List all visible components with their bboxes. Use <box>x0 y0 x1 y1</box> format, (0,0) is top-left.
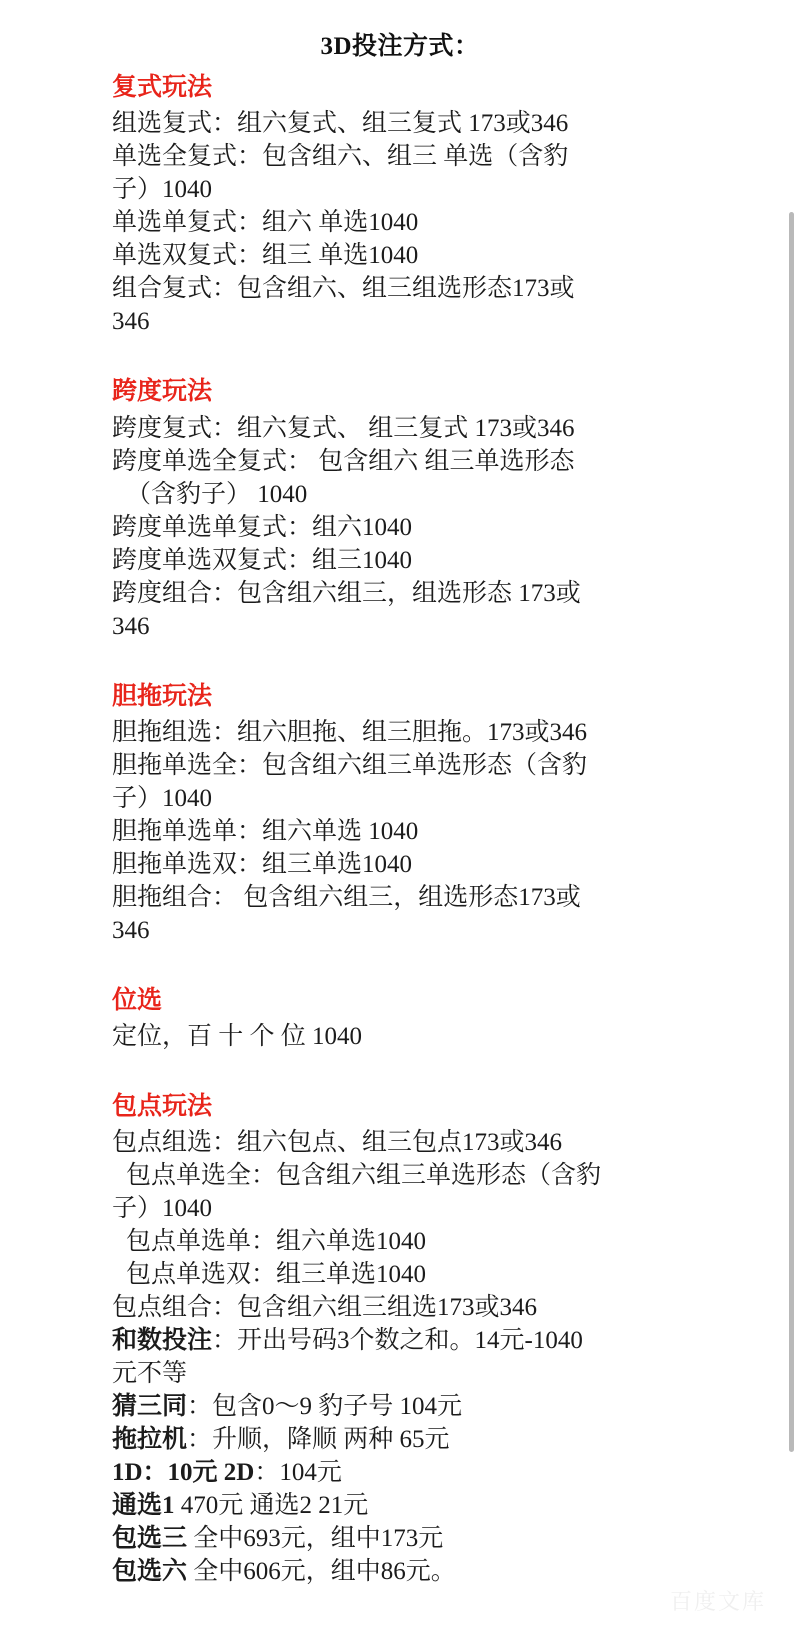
content-line: 346 <box>112 308 150 336</box>
line-label: 包选六 <box>112 1558 188 1586</box>
line-text: 全中606元，组中86元。 <box>187 1558 456 1586</box>
content-line: 组选复式：组六复式、组三复式 173或346 <box>112 110 569 138</box>
content-line: 胆拖组合： 包含组六组三，组选形态173或 <box>112 883 581 911</box>
line-text: ：104元 <box>254 1459 342 1487</box>
line-label: 1D：10元 2D <box>112 1459 255 1487</box>
content-line: 胆拖单选双：组三单选1040 <box>112 850 413 878</box>
content-line: 子）1040 <box>112 784 213 812</box>
section-baodian <box>112 1089 682 1588</box>
content-line: 包点单选单：组六单选1040 <box>126 1228 427 1256</box>
content-line: 单选单复式：组六 单选1040 <box>112 209 419 237</box>
content-line <box>112 1457 682 1489</box>
vertical-scrollbar[interactable] <box>789 212 794 1452</box>
content-line <box>112 1556 682 1588</box>
line-text: ：升顺，降顺 两种 65元 <box>187 1426 450 1454</box>
section-heading: 位选 <box>112 986 163 1014</box>
page-title: 3D投注方式： <box>320 33 480 60</box>
content-line: 跨度复式：组六复式、 组三复式 173或346 <box>112 414 575 442</box>
line-text: 全中693元，组中173元 <box>187 1525 444 1553</box>
content-line: 跨度单选全复式： 包含组六 组三单选形态 <box>112 447 575 475</box>
document-page <box>0 26 800 1632</box>
content-line: （含豹子） 1040 <box>126 480 308 508</box>
line-label: 拖拉机 <box>112 1426 188 1454</box>
content-line: 跨度组合：包含组六组三，组选形态 173或 <box>112 579 581 607</box>
content-line <box>112 1391 682 1423</box>
section-fushi <box>112 70 682 338</box>
section-heading: 复式玩法 <box>112 74 213 101</box>
content-line: 胆拖单选单：组六单选 1040 <box>112 817 419 845</box>
section-kuadu <box>112 374 682 642</box>
line-text: 470元 通选2 21元 <box>174 1492 369 1520</box>
section-gap <box>112 344 682 360</box>
section-gap <box>112 1059 682 1075</box>
section-heading: 胆拖玩法 <box>112 682 213 710</box>
section-dantuo <box>112 679 682 947</box>
line-text: ：包含0～9 豹子号 104元 <box>187 1393 463 1421</box>
content-line: 组合复式：包含组六、组三组选形态173或 <box>112 275 575 303</box>
section-heading: 跨度玩法 <box>112 378 213 406</box>
content-line: 跨度单选单复式：组六1040 <box>112 513 413 541</box>
content-line: 胆拖单选全：包含组六组三单选形态（含豹 <box>112 751 588 779</box>
content-line: 包点单选双：组三单选1040 <box>126 1261 427 1289</box>
content-line <box>112 1424 682 1456</box>
content-line: 包点组选：组六包点、组三包点173或346 <box>112 1129 563 1157</box>
content-line <box>112 1523 682 1555</box>
watermark: 百度文库 <box>669 1589 766 1614</box>
line-text: ：开出号码3个数之和。14元-1040 <box>212 1327 583 1355</box>
content-line: 跨度单选双复式：组三1040 <box>112 546 413 574</box>
content-line: 单选全复式：包含组六、组三 单选（含豹 <box>112 143 569 171</box>
section-gap <box>112 649 682 665</box>
line-label: 通选1 <box>112 1492 175 1520</box>
content-line: 346 <box>112 916 150 944</box>
content-line: 单选双复式：组三 单选1040 <box>112 242 419 270</box>
section-weixuan <box>112 983 682 1053</box>
line-label: 猜三同 <box>112 1393 188 1421</box>
content-line: 子）1040 <box>112 1195 213 1223</box>
line-label: 包选三 <box>112 1525 188 1553</box>
content-line: 元不等 <box>112 1360 188 1388</box>
content-line <box>112 1490 682 1522</box>
section-gap <box>112 953 682 969</box>
content-line: 346 <box>112 612 150 640</box>
content-line: 子）1040 <box>112 176 213 204</box>
content-line: 包点组合：包含组六组三组选173或346 <box>112 1294 538 1322</box>
document-body <box>0 70 800 1588</box>
content-line: 胆拖组选：组六胆拖、组三胆拖。173或346 <box>112 718 588 746</box>
content-line <box>112 1325 682 1357</box>
content-line: 包点单选全：包含组六组三单选形态（含豹 <box>126 1162 602 1190</box>
section-heading: 包点玩法 <box>112 1093 213 1120</box>
content-line: 定位，百 十 个 位 1040 <box>112 1023 363 1050</box>
line-label: 和数投注 <box>112 1327 213 1355</box>
